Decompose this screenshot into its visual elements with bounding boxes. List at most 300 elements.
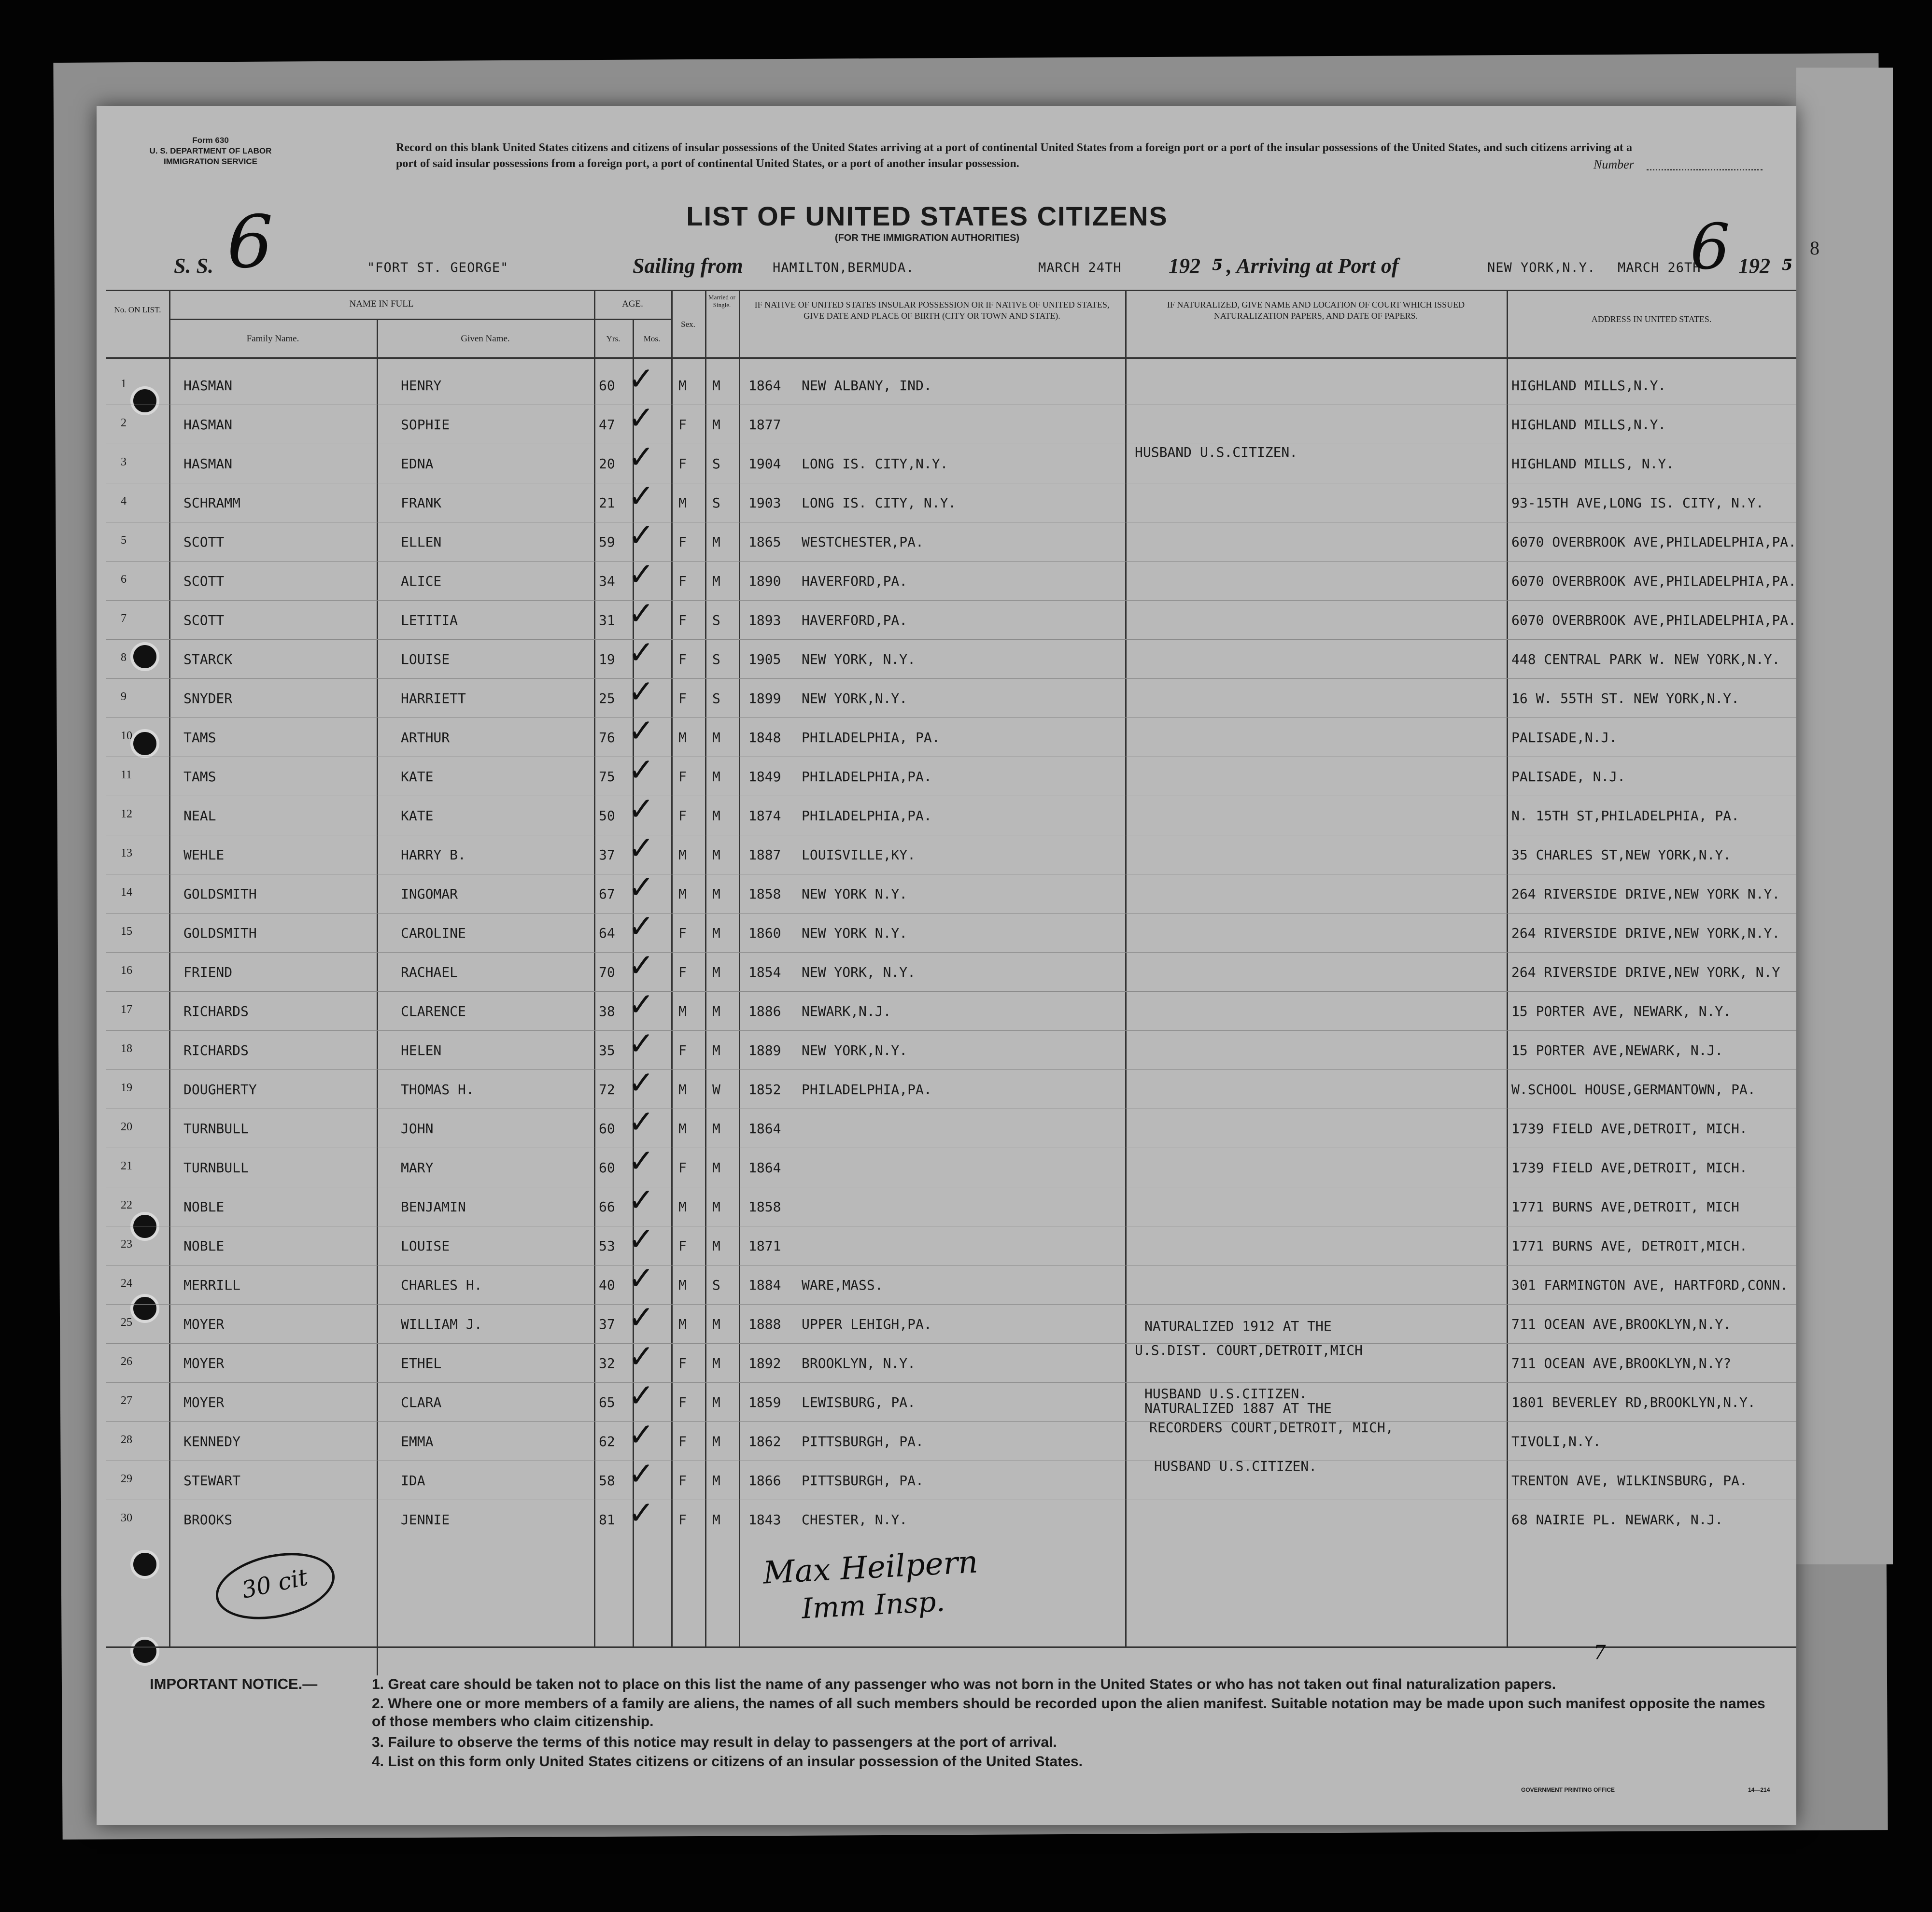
marital-status: M	[712, 1003, 720, 1019]
table-row	[106, 1025, 1796, 1070]
to-handwritten: 6	[1690, 210, 1730, 283]
marital-status: M	[712, 417, 720, 433]
age-years: 53	[599, 1238, 615, 1254]
address: 6070 OVERBROOK AVE,PHILADELPHIA,PA.	[1511, 612, 1797, 628]
table-bottom-rule	[106, 1646, 1796, 1648]
family-name: NOBLE	[183, 1238, 225, 1254]
row-number: 26	[121, 1355, 132, 1368]
age-years: 19	[599, 651, 615, 667]
row-number: 7	[121, 612, 127, 625]
header-family: Family Name.	[246, 334, 299, 344]
birth-place: PITTSBURGH, PA.	[802, 1473, 924, 1489]
department: U. S. DEPARTMENT OF LABOR	[149, 146, 272, 155]
marital-status: M	[712, 886, 720, 902]
family-name: WEHLE	[183, 847, 225, 863]
marital-status: M	[712, 847, 720, 863]
address: 711 OCEAN AVE,BROOKLYN,N.Y?	[1511, 1355, 1732, 1371]
ship-name: "FORT ST. GEORGE"	[367, 260, 509, 275]
sex: M	[678, 378, 687, 394]
address: HIGHLAND MILLS, N.Y.	[1511, 456, 1675, 472]
family-name: KENNEDY	[183, 1434, 241, 1449]
row-rule	[106, 1069, 1796, 1070]
row-rule	[106, 913, 1796, 914]
manifest-page	[97, 106, 1819, 1825]
number-line	[1647, 169, 1763, 170]
checkmark-icon: ✓	[628, 1025, 655, 1062]
row-number: 3	[121, 456, 127, 468]
table-row	[106, 1377, 1796, 1422]
family-name: SNYDER	[183, 690, 233, 706]
table-row	[106, 1064, 1796, 1110]
row-number: 5	[121, 534, 127, 547]
birth-place: PITTSBURGH, PA.	[802, 1434, 924, 1449]
birth-place: NEW YORK,N.Y.	[802, 690, 908, 706]
sex: F	[678, 1394, 687, 1410]
table-row	[106, 1455, 1796, 1501]
age-years: 37	[599, 847, 615, 863]
name-subrule	[169, 319, 594, 320]
checkmark-icon: ✓	[628, 399, 655, 436]
birth-place: BROOKLYN, N.Y.	[802, 1355, 916, 1371]
age-years: 60	[599, 1121, 615, 1137]
row-number: 25	[121, 1316, 132, 1329]
family-name: FRIEND	[183, 964, 233, 980]
stray-mark: 7	[1594, 1642, 1606, 1664]
marital-status: M	[712, 1121, 720, 1137]
address: 68 NAIRIE PL. NEWARK, N.J.	[1511, 1512, 1723, 1528]
birth-place: WESTCHESTER,PA.	[802, 534, 924, 550]
year-prefix-1: 192	[1169, 254, 1200, 278]
checkmark-icon: ✓	[628, 947, 655, 984]
checkmark-icon: ✓	[628, 595, 655, 632]
family-name: NEAL	[183, 808, 216, 824]
row-number: 23	[121, 1238, 132, 1251]
marital-status: S	[712, 1277, 720, 1293]
row-rule	[106, 1382, 1796, 1383]
age-years: 32	[599, 1355, 615, 1371]
table-row	[106, 1142, 1796, 1188]
birth-place: WARE,MASS.	[802, 1277, 883, 1293]
birth-place: LONG IS. CITY,N.Y.	[802, 456, 948, 472]
address: 6070 OVERBROOK AVE,PHILADELPHIA,PA.	[1511, 534, 1797, 550]
age-years: 64	[599, 925, 615, 941]
sex: F	[678, 964, 687, 980]
table-row	[106, 399, 1796, 445]
table-row	[106, 1338, 1796, 1383]
sex: M	[678, 1121, 687, 1137]
birth-year: 1864	[748, 1160, 781, 1176]
birth-place: CHESTER, N.Y.	[802, 1512, 908, 1528]
address: 15 PORTER AVE,NEWARK, N.J.	[1511, 1042, 1723, 1058]
row-rule	[106, 639, 1796, 640]
given-name: JOHN	[401, 1121, 434, 1137]
birth-year: 1864	[748, 1121, 781, 1137]
checkmark-icon: ✓	[628, 1299, 655, 1336]
given-name: HENRY	[401, 378, 442, 394]
sex: F	[678, 808, 687, 824]
family-name: SCOTT	[183, 612, 225, 628]
marital-status: M	[712, 808, 720, 824]
header-sex: Sex.	[681, 320, 695, 329]
table-row	[106, 1299, 1796, 1344]
note-row2: HUSBAND U.S.CITIZEN.	[1135, 444, 1298, 460]
age-years: 60	[599, 378, 615, 394]
family-name: MOYER	[183, 1316, 225, 1332]
row-rule	[106, 1343, 1796, 1344]
checkmark-icon: ✓	[628, 634, 655, 671]
given-name: ETHEL	[401, 1355, 442, 1371]
age-years: 62	[599, 1434, 615, 1449]
sex: M	[678, 1277, 687, 1293]
sex: M	[678, 1199, 687, 1215]
row-number: 16	[121, 964, 132, 977]
sex: F	[678, 1042, 687, 1058]
row-rule	[106, 1421, 1796, 1422]
record-instructions: Record on this blank United States citizens and citizens of insular possessions of the United States arriving at a port of continental United States from a foreign port or a port of the insular possessions of the United States, and such citizens arriving at a port of said insular possessions from a foreign port, a port of continental United States, or a port of another insular possession.	[396, 141, 1632, 170]
birth-year: 1890	[748, 573, 781, 589]
sex: F	[678, 1473, 687, 1489]
checkmark-icon: ✓	[628, 1338, 655, 1375]
sex: F	[678, 417, 687, 433]
row-number: 15	[121, 925, 132, 938]
family-name: NOBLE	[183, 1199, 225, 1215]
checkmark-icon: ✓	[628, 556, 655, 593]
sex: M	[678, 1316, 687, 1332]
table-row	[106, 751, 1796, 797]
table-row	[106, 1416, 1796, 1462]
address: 1801 BEVERLEY RD,BROOKLYN,N.Y.	[1511, 1394, 1756, 1410]
given-name: ELLEN	[401, 534, 442, 550]
family-name: MOYER	[183, 1394, 225, 1410]
inspector-signature: Max Heilpern	[762, 1544, 979, 1591]
marital-status: M	[712, 1394, 720, 1410]
notice-item-2: 2. Where one or more members of a family are aliens, the names of all such members should be recorded upon the alien manifest. Suitable notation may be made upon such manifest opposite the names of those members who claim citizenship.	[372, 1696, 1765, 1729]
marital-status: M	[712, 730, 720, 745]
birth-place: HAVERFORD,PA.	[802, 612, 908, 628]
row-number: 24	[121, 1277, 132, 1290]
address: 264 RIVERSIDE DRIVE,NEW YORK,N.Y.	[1511, 925, 1780, 941]
header-mos: Mos.	[643, 334, 661, 343]
address: 264 RIVERSIDE DRIVE,NEW YORK N.Y.	[1511, 886, 1780, 902]
family-name: DOUGHERTY	[183, 1082, 257, 1097]
checkmark-icon: ✓	[628, 1181, 655, 1219]
note-row19-b: U.S.DIST. COURT,DETROIT,MICH	[1135, 1342, 1363, 1358]
address: W.SCHOOL HOUSE,GERMANTOWN, PA.	[1511, 1082, 1756, 1097]
family-name: STARCK	[183, 651, 233, 667]
address: 301 FARMINGTON AVE, HARTFORD,CONN.	[1511, 1277, 1789, 1293]
given-name: ALICE	[401, 573, 442, 589]
sex: M	[678, 495, 687, 511]
marital-status: W	[712, 1082, 720, 1097]
birth-year: 1887	[748, 847, 781, 863]
family-name: HASMAN	[183, 378, 233, 394]
marital-status: S	[712, 495, 720, 511]
sailing-label: Sailing from	[633, 254, 743, 278]
birth-year: 1886	[748, 1003, 781, 1019]
given-name: EDNA	[401, 456, 434, 472]
header-birth: IF NATIVE OF UNITED STATES INSULAR POSSESSION OR IF NATIVE OF UNITED STATES, GIVE DATE AND PLACE OF BIRTH (CITY OR TOWN AND STATE).	[754, 300, 1110, 321]
row-number: 1	[121, 378, 127, 390]
address: 1771 BURNS AVE,DETROIT, MICH	[1511, 1199, 1740, 1215]
given-name: IDA	[401, 1473, 425, 1489]
note-row21-b: NATURALIZED 1887 AT THE	[1144, 1400, 1332, 1416]
given-name: KATE	[401, 808, 434, 824]
birth-year: 1849	[748, 769, 781, 785]
backing-sheet-edge	[1796, 68, 1893, 1564]
sex: F	[678, 1434, 687, 1449]
family-name: GOLDSMITH	[183, 925, 257, 941]
age-years: 75	[599, 769, 615, 785]
header-given: Given Name.	[461, 334, 510, 344]
birth-year: 1858	[748, 886, 781, 902]
form-number: Form 630	[192, 136, 229, 145]
table-row	[106, 908, 1796, 953]
header-naturalized: IF NATURALIZED, GIVE NAME AND LOCATION OF COURT WHICH ISSUED NATURALIZATION PAPERS, AND DATE OF PAPERS.	[1167, 300, 1465, 321]
header-age: AGE.	[622, 299, 643, 309]
age-years: 38	[599, 1003, 615, 1019]
row-rule	[106, 1030, 1796, 1031]
table-row	[106, 947, 1796, 992]
note-row21: HUSBAND U.S.CITIZEN.	[1144, 1386, 1308, 1402]
family-name: RICHARDS	[183, 1003, 249, 1019]
family-name: HASMAN	[183, 417, 233, 433]
row-rule	[106, 991, 1796, 992]
checkmark-icon: ✓	[628, 1416, 655, 1453]
form-reference: 14—214	[1748, 1786, 1770, 1793]
checkmark-icon: ✓	[628, 751, 655, 788]
birth-year: 1888	[748, 1316, 781, 1332]
sex: F	[678, 456, 687, 472]
checkmark-icon: ✓	[628, 1377, 655, 1414]
birth-year: 1843	[748, 1512, 781, 1528]
address: 1771 BURNS AVE, DETROIT,MICH.	[1511, 1238, 1748, 1254]
sex: F	[678, 1160, 687, 1176]
sex: F	[678, 1238, 687, 1254]
address: 16 W. 55TH ST. NEW YORK,N.Y.	[1511, 690, 1740, 706]
marital-status: M	[712, 378, 720, 394]
family-name: SCOTT	[183, 534, 225, 550]
marital-status: M	[712, 964, 720, 980]
checkmark-icon: ✓	[628, 869, 655, 906]
family-name: MOYER	[183, 1355, 225, 1371]
checkmark-icon: ✓	[628, 360, 655, 397]
birth-place: PHILADELPHIA,PA.	[802, 769, 932, 785]
sex: F	[678, 651, 687, 667]
page-mark: 8	[1810, 237, 1819, 259]
age-years: 37	[599, 1316, 615, 1332]
row-number: 27	[121, 1394, 132, 1407]
row-number: 12	[121, 808, 132, 820]
birth-place: LONG IS. CITY, N.Y.	[802, 495, 957, 511]
sex: M	[678, 1082, 687, 1097]
table-row	[106, 673, 1796, 718]
birth-place: NEW YORK,N.Y.	[802, 1042, 908, 1058]
row-number: 22	[121, 1199, 132, 1211]
table-row	[106, 360, 1796, 406]
table-row	[106, 478, 1796, 523]
address: 35 CHARLES ST,NEW YORK,N.Y.	[1511, 847, 1732, 863]
birth-place: LEWISBURG, PA.	[802, 1394, 916, 1410]
given-name: HARRIETT	[401, 690, 466, 706]
row-number: 6	[121, 573, 127, 586]
checkmark-icon: ✓	[628, 438, 655, 476]
age-years: 35	[599, 1042, 615, 1058]
given-name: LOUISE	[401, 1238, 450, 1254]
form-header	[138, 135, 283, 167]
birth-year: 1893	[748, 612, 781, 628]
birth-year: 1905	[748, 651, 781, 667]
birth-year: 1852	[748, 1082, 781, 1097]
given-name: MARY	[401, 1160, 434, 1176]
table-row	[106, 790, 1796, 836]
birth-year: 1865	[748, 534, 781, 550]
sex: M	[678, 730, 687, 745]
marital-status: S	[712, 651, 720, 667]
birth-place: NEW YORK N.Y.	[802, 925, 908, 941]
year-prefix-2: 192	[1738, 254, 1770, 278]
sex: F	[678, 1512, 687, 1528]
birth-year: 1871	[748, 1238, 781, 1254]
marital-status: M	[712, 1355, 720, 1371]
birth-year: 1858	[748, 1199, 781, 1215]
address: HIGHLAND MILLS,N.Y.	[1511, 378, 1666, 394]
birth-year: 1903	[748, 495, 781, 511]
header-address: ADDRESS IN UNITED STATES.	[1591, 314, 1712, 324]
checkmark-icon: ✓	[628, 1455, 655, 1492]
checkmark-icon: ✓	[628, 712, 655, 749]
row-number: 10	[121, 730, 132, 742]
age-years: 21	[599, 495, 615, 511]
address: 1739 FIELD AVE,DETROIT, MICH.	[1511, 1160, 1748, 1176]
note-row19-a: NATURALIZED 1912 AT THE	[1144, 1318, 1332, 1334]
address: TRENTON AVE, WILKINSBURG, PA.	[1511, 1473, 1748, 1489]
birth-year: 1848	[748, 730, 781, 745]
sex: M	[678, 886, 687, 902]
address: PALISADE, N.J.	[1511, 769, 1626, 785]
given-name: THOMAS H.	[401, 1082, 474, 1097]
given-name: RACHAEL	[401, 964, 458, 980]
birth-place: NEW ALBANY, IND.	[802, 378, 932, 394]
row-number: 2	[121, 417, 127, 429]
row-number: 18	[121, 1042, 132, 1055]
table-row	[106, 438, 1796, 484]
table-row	[106, 1103, 1796, 1149]
sex: M	[678, 1003, 687, 1019]
marital-status: M	[712, 925, 720, 941]
birth-year: 1874	[748, 808, 781, 824]
given-name: LOUISE	[401, 651, 450, 667]
age-years: 70	[599, 964, 615, 980]
birth-place: PHILADELPHIA, PA.	[802, 730, 940, 745]
notice-item-4: 4. List on this form only United States citizens or citizens of an insular possession of the United States.	[372, 1754, 1083, 1770]
birth-place: PHILADELPHIA,PA.	[802, 808, 932, 824]
age-years: 60	[599, 1160, 615, 1176]
table-row	[106, 869, 1796, 914]
row-rule	[106, 717, 1796, 718]
row-rule	[106, 1304, 1796, 1305]
table-row	[106, 712, 1796, 758]
number-label: Number	[1594, 157, 1634, 171]
age-years: 50	[599, 808, 615, 824]
header-married: Married or Single.	[708, 294, 735, 309]
age-years: 34	[599, 573, 615, 589]
checkmark-icon: ✓	[628, 986, 655, 1023]
checkmark-icon: ✓	[628, 1260, 655, 1297]
family-name: STEWART	[183, 1473, 241, 1489]
row-rule	[106, 952, 1796, 953]
marital-status: M	[712, 573, 720, 589]
table-row	[106, 986, 1796, 1031]
birth-year: 1864	[748, 378, 781, 394]
age-years: 58	[599, 1473, 615, 1489]
marital-status: M	[712, 1316, 720, 1332]
marital-status: M	[712, 534, 720, 550]
age-years: 59	[599, 534, 615, 550]
checkmark-icon: ✓	[628, 1221, 655, 1258]
table-header-rule	[106, 357, 1796, 359]
table-row	[106, 1494, 1796, 1540]
birth-year: 1862	[748, 1434, 781, 1449]
family-name: BROOKS	[183, 1512, 233, 1528]
marital-status: M	[712, 1042, 720, 1058]
table-row	[106, 517, 1797, 562]
arriving-label: , Arriving at Port of	[1227, 254, 1399, 278]
checkmark-icon: ✓	[628, 1142, 655, 1180]
given-name: FRANK	[401, 495, 442, 511]
service: IMMIGRATION SERVICE	[164, 157, 257, 166]
family-name: TAMS	[183, 769, 216, 785]
birth-year: 1854	[748, 964, 781, 980]
row-number: 20	[121, 1121, 132, 1133]
birth-place: PHILADELPHIA,PA.	[802, 1082, 932, 1097]
family-name: SCOTT	[183, 573, 225, 589]
given-name: CAROLINE	[401, 925, 466, 941]
checkmark-icon: ✓	[628, 517, 655, 554]
year-suffix-2: 5	[1782, 255, 1793, 274]
address: 711 OCEAN AVE,BROOKLYN,N.Y.	[1511, 1316, 1732, 1332]
age-years: 72	[599, 1082, 615, 1097]
address: 93-15TH AVE,LONG IS. CITY, N.Y.	[1511, 495, 1764, 511]
to-date: MARCH 26TH	[1618, 260, 1701, 275]
given-name: CHARLES H.	[401, 1277, 482, 1293]
table-row	[106, 556, 1797, 601]
given-name: CLARA	[401, 1394, 442, 1410]
marital-status: M	[712, 1512, 720, 1528]
sex: F	[678, 925, 687, 941]
address: 1739 FIELD AVE,DETROIT, MICH.	[1511, 1121, 1748, 1137]
given-name: KATE	[401, 769, 434, 785]
marital-status: M	[712, 1434, 720, 1449]
notice-item-1: 1. Great care should be taken not to place on this list the name of any passenger who was not born in the United States or who has not taken out final naturalization papers.	[372, 1676, 1556, 1692]
address: 448 CENTRAL PARK W. NEW YORK,N.Y.	[1511, 651, 1780, 667]
birth-place: LOUISVILLE,KY.	[802, 847, 916, 863]
inspector-title: Imm Insp.	[801, 1585, 946, 1625]
birth-year: 1899	[748, 690, 781, 706]
sex: F	[678, 769, 687, 785]
birth-place: NEW YORK N.Y.	[802, 886, 908, 902]
address: 15 PORTER AVE, NEWARK, N.Y.	[1511, 1003, 1732, 1019]
row-number: 4	[121, 495, 127, 507]
row-rule	[106, 561, 1796, 562]
sex: F	[678, 612, 687, 628]
table-row	[106, 1260, 1796, 1305]
table-row	[106, 1221, 1796, 1266]
checkmark-icon: ✓	[628, 1064, 655, 1101]
birth-year: 1860	[748, 925, 781, 941]
header-name-in-full: NAME IN FULL	[349, 299, 414, 309]
family-name: TAMS	[183, 730, 216, 745]
table-row	[106, 829, 1796, 875]
